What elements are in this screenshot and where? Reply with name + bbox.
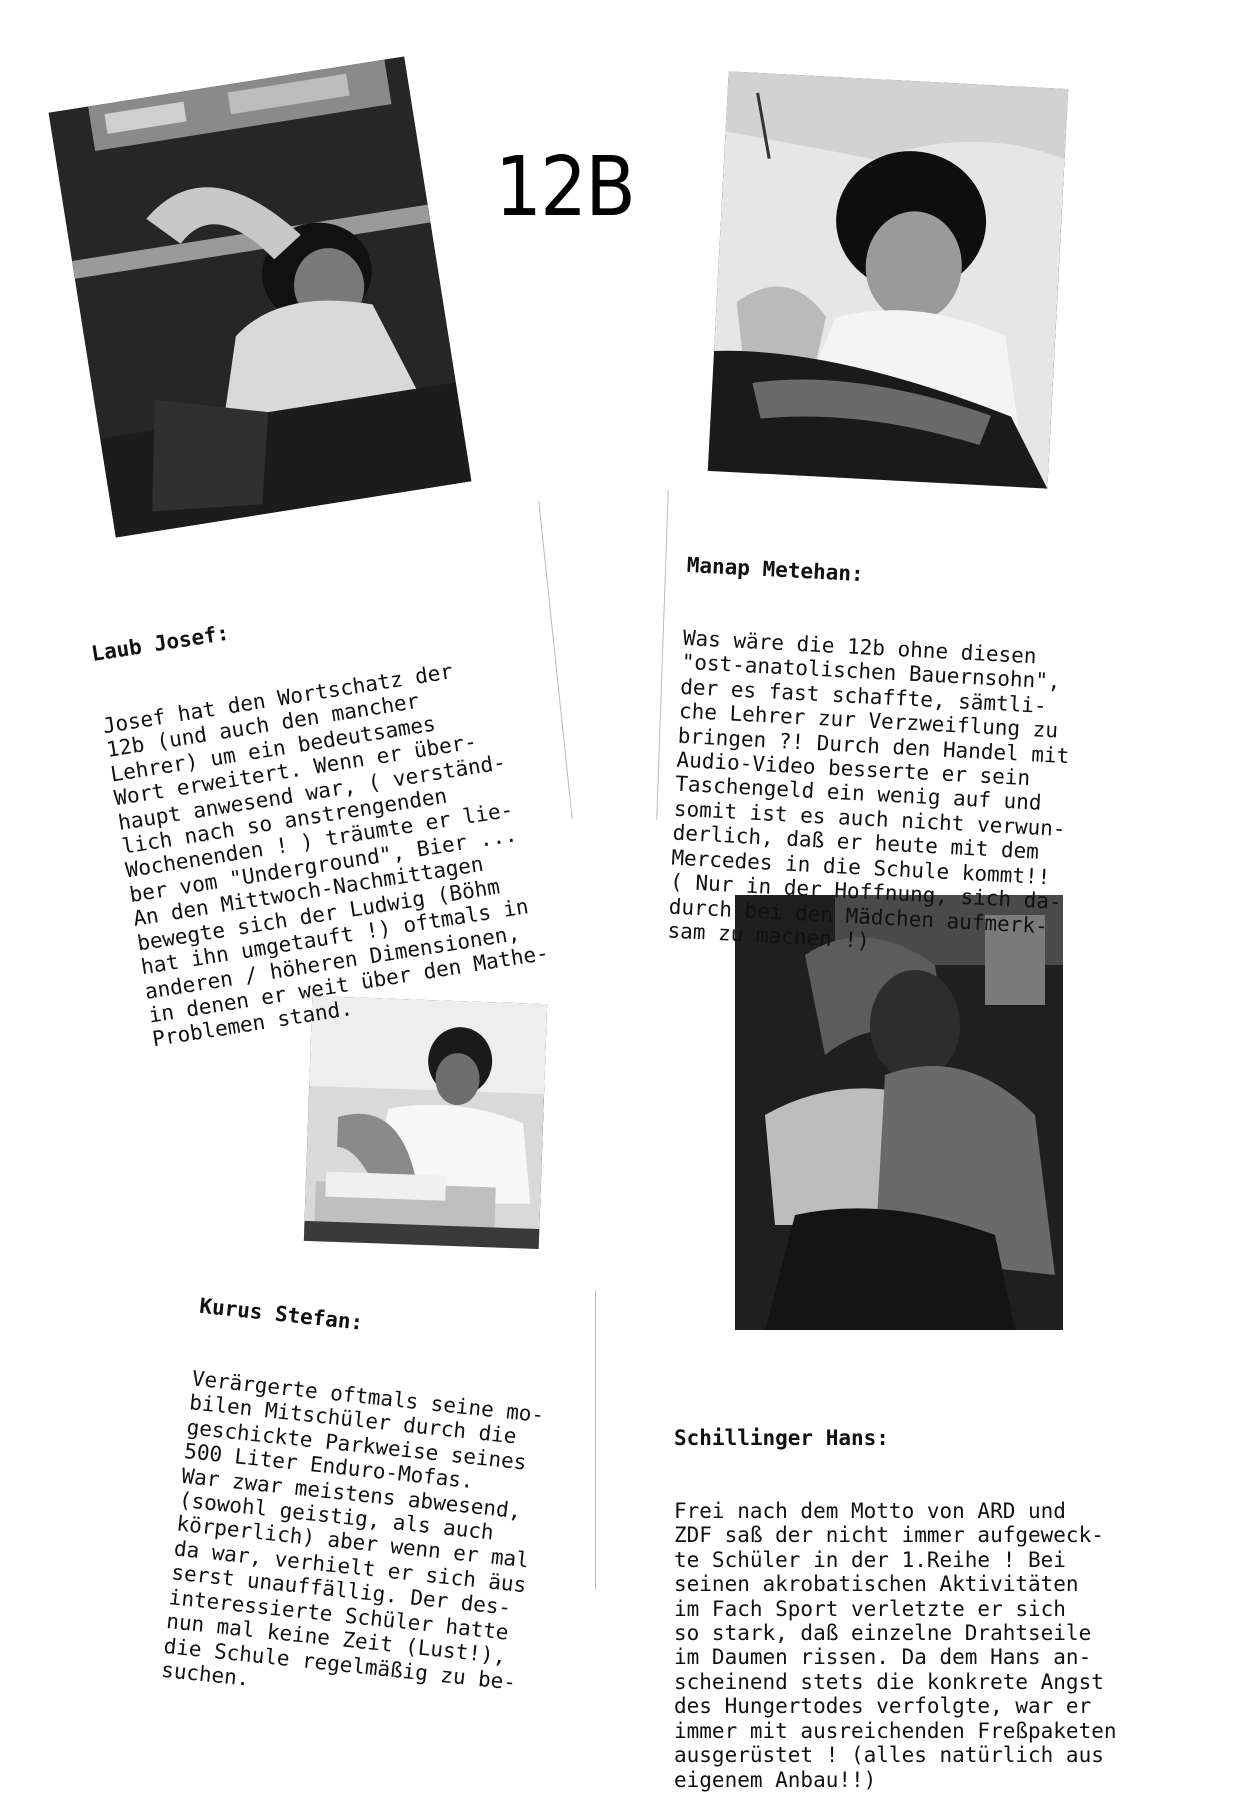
caption-kurus-stefan — [158, 1245, 559, 1743]
profile-text-laub: Josef hat den Wortschatz der 12b (und auch den mancher Lehrer) um ein bedeutsames Wort erweitert. Wenn er über- haupt anwesend war, ( verständ- lich nach so anstrengenden Wochenenden ! ) träumte er lie- ber vom "Underground", Bier ... An den Mittwoch-Nachmittagen bewegte sich der Ludwig (Böhm hat ihn umgetauft !) oftmals in anderen / höheren Dimensionen, in denen er weit über den Mathe- Problemen stand. — [101, 659, 551, 1052]
profile-text-schillinger: Frei nach dem Motto von ARD und ZDF saß der nicht immer aufgeweck- te Schüler in der 1.Reihe ! Bei seinen akrobatischen Aktivitäten im Fach Sport verletzte er sich so stark, daß einzelne Drahtseile im Daumen rissen. Da dem Hans an- scheinend stets die konkrete Angst des Hungertodes verfolgte, war er immer mit ausreichenden Freßpaketen ausgerüstet ! (alles natürlich aus eigenem Anbau!!) — [674, 1499, 1117, 1792]
cut-edge-laub — [538, 501, 572, 819]
profile-text-kurus: Verärgerte oftmals seine mo- bilen Mitschüler durch die geschickte Parkweise seines 500 Liter Enduro-Mofas. War zwar meistens abwesend, (sowohl geistig, als auch körperlich) aber wenn er mal da war, verhielt er sich äus serst unauffällig. Der des- interessierte Schüler hatte nun mal keine Zeit (Lust!), die Schule regelmäßig zu be- suchen. — [160, 1366, 546, 1695]
photo-laub-josef — [49, 56, 472, 537]
caption-schillinger-hans — [674, 1377, 1117, 1816]
profile-text-manap: Was wäre die 12b ohne diesen "ost-anatolischen Bauernsohn", der es fast schaffte, sämtli- che Lehrer zur Verzweiflung zu bringen ?! Durch den Handel mit Audio-Video besserte er sein Taschengeld ein wenig auf und somit ist es auch nicht verwun- derlich, daß er heute mit dem Mercedes in die Schule kommt!! ( Nur in der Hoffnung, sich da- durch bei den Mädchen aufmerk- sam zu machen !) — [667, 625, 1070, 953]
profile-name-schillinger: Schillinger Hans: — [674, 1425, 889, 1450]
cut-edge-manap — [656, 490, 669, 820]
photo-manap-metehan — [708, 71, 1068, 488]
profile-name-kurus: Kurus Stefan: — [198, 1293, 365, 1335]
profile-name-laub: Laub Josef: — [89, 620, 231, 666]
cut-edge-kurus — [595, 1290, 596, 1590]
page-title: 12B — [495, 140, 635, 235]
caption-laub-josef — [82, 531, 558, 1076]
profile-name-manap: Manap Metehan: — [686, 552, 865, 586]
caption-manap-metehan — [666, 504, 1082, 988]
